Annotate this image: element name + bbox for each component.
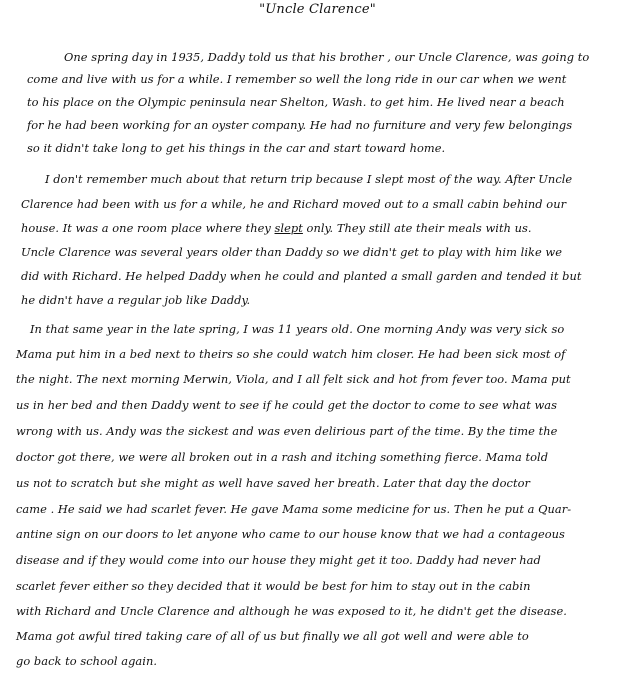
- text-line: he didn't have a regular job like Daddy.: [21, 293, 251, 307]
- text-line: to his place on the Olympic peninsula near Shelton, Wash. to get him. He lived near a beach: [27, 95, 565, 109]
- text-line: Mama got awful tired taking care of all of us but finally we all got well and were able to: [16, 629, 529, 643]
- text-line: did with Richard. He helped Daddy when he could and planted a small garden and tended it but: [21, 269, 582, 283]
- text-line: house. It was a one room place where they slept only. They still ate their meals with us.: [21, 221, 532, 235]
- text-line: In that same year in the late spring, I was 11 years old. One morning Andy was very sick so: [30, 322, 565, 336]
- page-title: "Uncle Clarence": [259, 2, 376, 17]
- text-line: Mama put him in a bed next to theirs so she could watch him closer. He had been sick most of: [16, 347, 566, 361]
- text-line: Uncle Clarence was several years older than Daddy so we didn't get to play with him like we: [21, 245, 563, 259]
- text-line: disease and if they would come into our house they might get it too. Daddy had never had: [16, 553, 541, 567]
- text-line: us in her bed and then Daddy went to see if he could get the doctor to come to see what was: [16, 398, 558, 412]
- text-line: with Richard and Uncle Clarence and although he was exposed to it, he didn't get the disease.: [16, 604, 567, 618]
- text-line: doctor got there, we were all broken out in a rash and itching something fierce. Mama told: [16, 450, 549, 464]
- text-line: come and live with us for a while. I remember so well the long ride in our car when we went: [27, 72, 567, 86]
- text-line: I don't remember much about that return trip because I slept most of the way. After Uncle: [45, 172, 573, 186]
- text-line: One spring day in 1935, Daddy told us that his brother , our Uncle Clarence, was going to: [64, 50, 590, 64]
- text-line: go back to school again.: [16, 654, 158, 668]
- text-line: scarlet fever either so they decided that it would be best for him to stay out in the cabin: [16, 579, 531, 593]
- text-line: came . He said we had scarlet fever. He gave Mama some medicine for us. Then he put a Quar-: [16, 502, 572, 516]
- text-line: the night. The next morning Merwin, Viola, and I all felt sick and hot from fever too. Mama put: [16, 372, 571, 386]
- text-line: for he had been working for an oyster company. He had no furniture and very few belongings: [27, 118, 573, 132]
- text-line: wrong with us. Andy was the sickest and was even delirious part of the time. By the time the: [16, 424, 558, 438]
- text-line: so it didn't take long to get his things in the car and start toward home.: [27, 141, 446, 155]
- text-line: us not to scratch but she might as well have saved her breath. Later that day the doctor: [16, 476, 530, 490]
- text-line: Clarence had been with us for a while, he and Richard moved out to a small cabin behind our: [21, 197, 567, 211]
- text-line: antine sign on our doors to let anyone who came to our house know that we had a contageous: [16, 527, 565, 541]
